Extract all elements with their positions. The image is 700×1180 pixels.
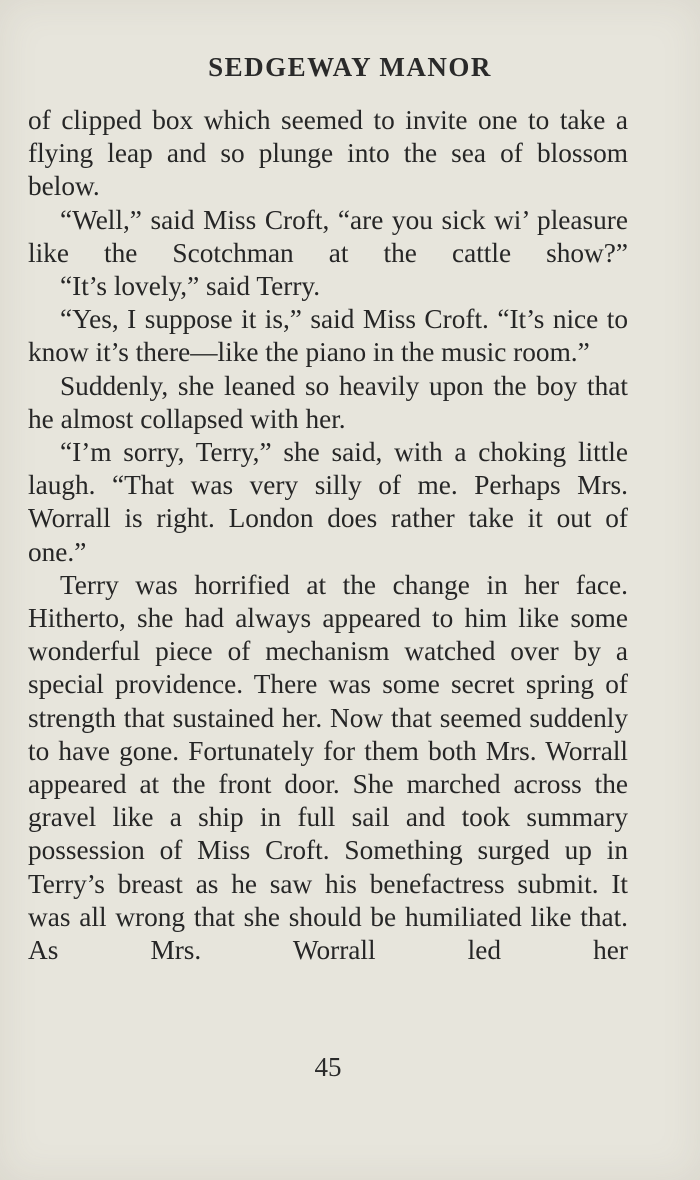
- paragraph-2: “Well,” said Miss Croft, “are you sick wi’ pleasure like the Scotchman at the cattle show?”: [28, 204, 628, 268]
- paragraph-3: “It’s lovely,” said Terry.: [60, 271, 321, 302]
- paragraph-5: Suddenly, she leaned so heavily upon the boy that he almost collapsed with her.: [28, 370, 628, 434]
- paragraph-6: “I’m sorry, Terry,” she said, with a choking little laugh. “That was very silly of me. Perhaps Mrs. Worrall is right. London does rather take it out of one.”: [28, 437, 628, 567]
- paragraph-continuation: of clipped box which seemed to invite one to take a flying leap and so plunge into the sea of blossom below.: [28, 105, 628, 202]
- running-head: SEDGEWAY MANOR: [208, 52, 492, 82]
- body-text: [28, 104, 628, 967]
- paragraph-7: Terry was horrified at the change in her face. Hitherto, she had always appeared to him like some wonderful piece of mechanism watched over by a special providence. There was some secret spring of strength that sustained her. Now that seemed suddenly to have gone. Fortunately for them both Mrs. Worrall appeared at the front door. She marched across the gravel like a ship in full sail and took summary possession of Miss Croft. Something surged up in Terry’s breast as he saw his benefactress submit. It was all wrong that she should be humiliated like that. As Mrs. Worrall led her: [28, 569, 628, 966]
- paragraph-4: “Yes, I suppose it is,” said Miss Croft. “It’s nice to know it’s there—like the piano in the music room.”: [28, 304, 628, 368]
- page-number: 45: [314, 1052, 342, 1082]
